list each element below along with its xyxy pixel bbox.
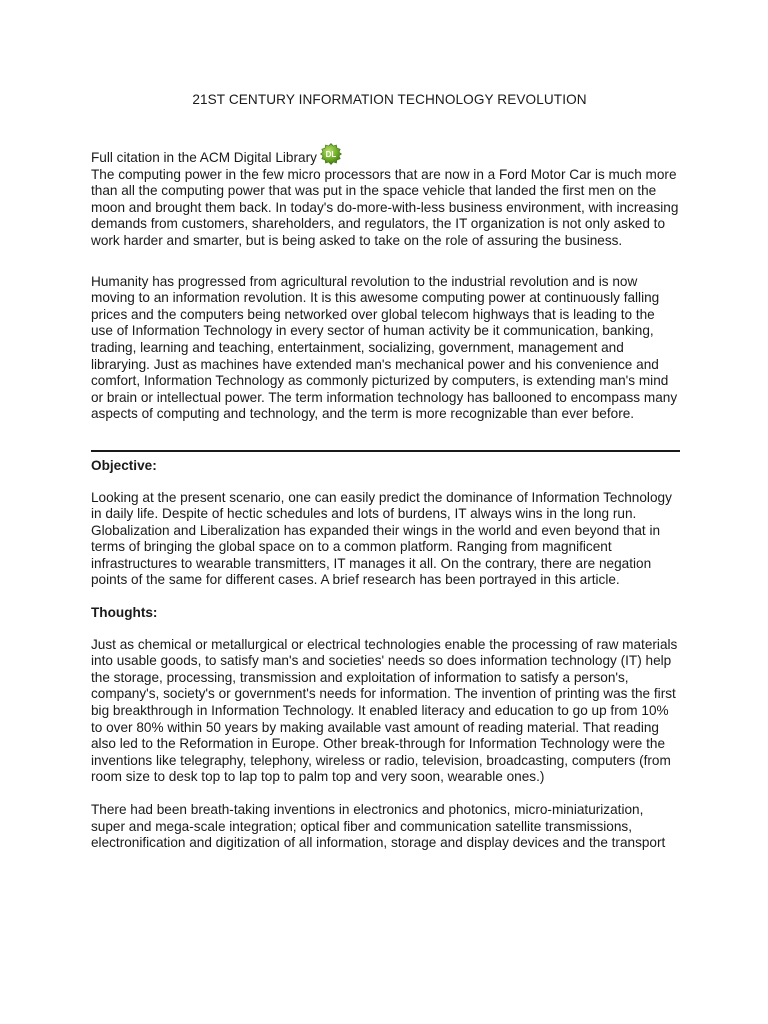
intro-paragraph: The computing power in the few micro processors that are now in a Ford Motor Car is much more than all the computing power that was put in the space vehicle that landed the first men on the moon and brought them back. In today's do-more-with-less business environment, with increasing demands from customers, shareholders, and regulators, the IT organization is not only asked to work harder and smarter, but is being asked to take on the role of assuring the business. [91, 166, 679, 248]
acm-citation-link[interactable]: Full citation in the ACM Digital Library [91, 150, 317, 165]
thoughts-paragraph-2: There had been breath-taking inventions in electronics and photonics, micro-miniaturization, super and mega-scale integration; optical fiber and communication satellite transmissions, electronification and digitization of all information, storage and display devices and the transport [91, 802, 666, 851]
second-paragraph: Humanity has progressed from agricultural revolution to the industrial revolution and is now moving to an information revolution. It is this awesome computing power at continuously falling prices and the computers being networked over global telecom highways that is leading to the use of Information Technology in every sector of human activity be it communication, banking, trading, learning and teaching, entertainment, socializing, government, management and librarying. Just as machines have extended man's mechanical power and his convenience and comfort, Information Technology as commonly picturized by computers, is extending man's mind or brain or intellectual power. The term information technology has ballooned to encompass many aspects of computing and technology, and the term is more recognizable than ever before. [91, 273, 678, 422]
dl-badge-label: DL [325, 149, 337, 159]
objective-heading: Objective: [91, 457, 157, 473]
dl-badge-svg [320, 143, 342, 165]
thoughts-paragraph-1: Just as chemical or metallurgical or electrical technologies enable the processing of raw materials into usable goods, to satisfy man's and societies' needs so does information technology (IT) help the storage, processing, transmission and exploitation of information to satisfy a person's, company's, society's or government's needs for information. The invention of printing was the first big breakthrough in Information Technology. It enabled literacy and education to go up from 10% to over 80% within 50 years by making available vast amount of reading material. That reading also led to the Reformation in Europe. Other break-through for Information Technology were the inventions like telegraphy, telephony, wireless or radio, television, broadcasting, computers (from room size to desk top to lap top to palm top and very soon, wearable ones.) [91, 636, 678, 785]
objective-paragraph: Looking at the present scenario, one can easily predict the dominance of Information Technology in daily life. Despite of hectic schedules and lots of burdens, IT always wins in the long run. Globalization and Liberalization has expanded their wings in the world and even beyond that in terms of bringing the global space on to a common platform. Ranging from magnificent infrastructures to wearable transmitters, IT manages it all. On the contrary, there are negation points of the same for different cases. A brief research has been portrayed in this article. [91, 489, 672, 588]
document-title: 21ST CENTURY INFORMATION TECHNOLOGY REVOLUTION [192, 92, 587, 107]
citation-line [91, 149, 680, 167]
section-divider [91, 450, 680, 452]
thoughts-heading: Thoughts: [91, 605, 158, 621]
acm-dl-badge-icon[interactable] [320, 143, 342, 165]
